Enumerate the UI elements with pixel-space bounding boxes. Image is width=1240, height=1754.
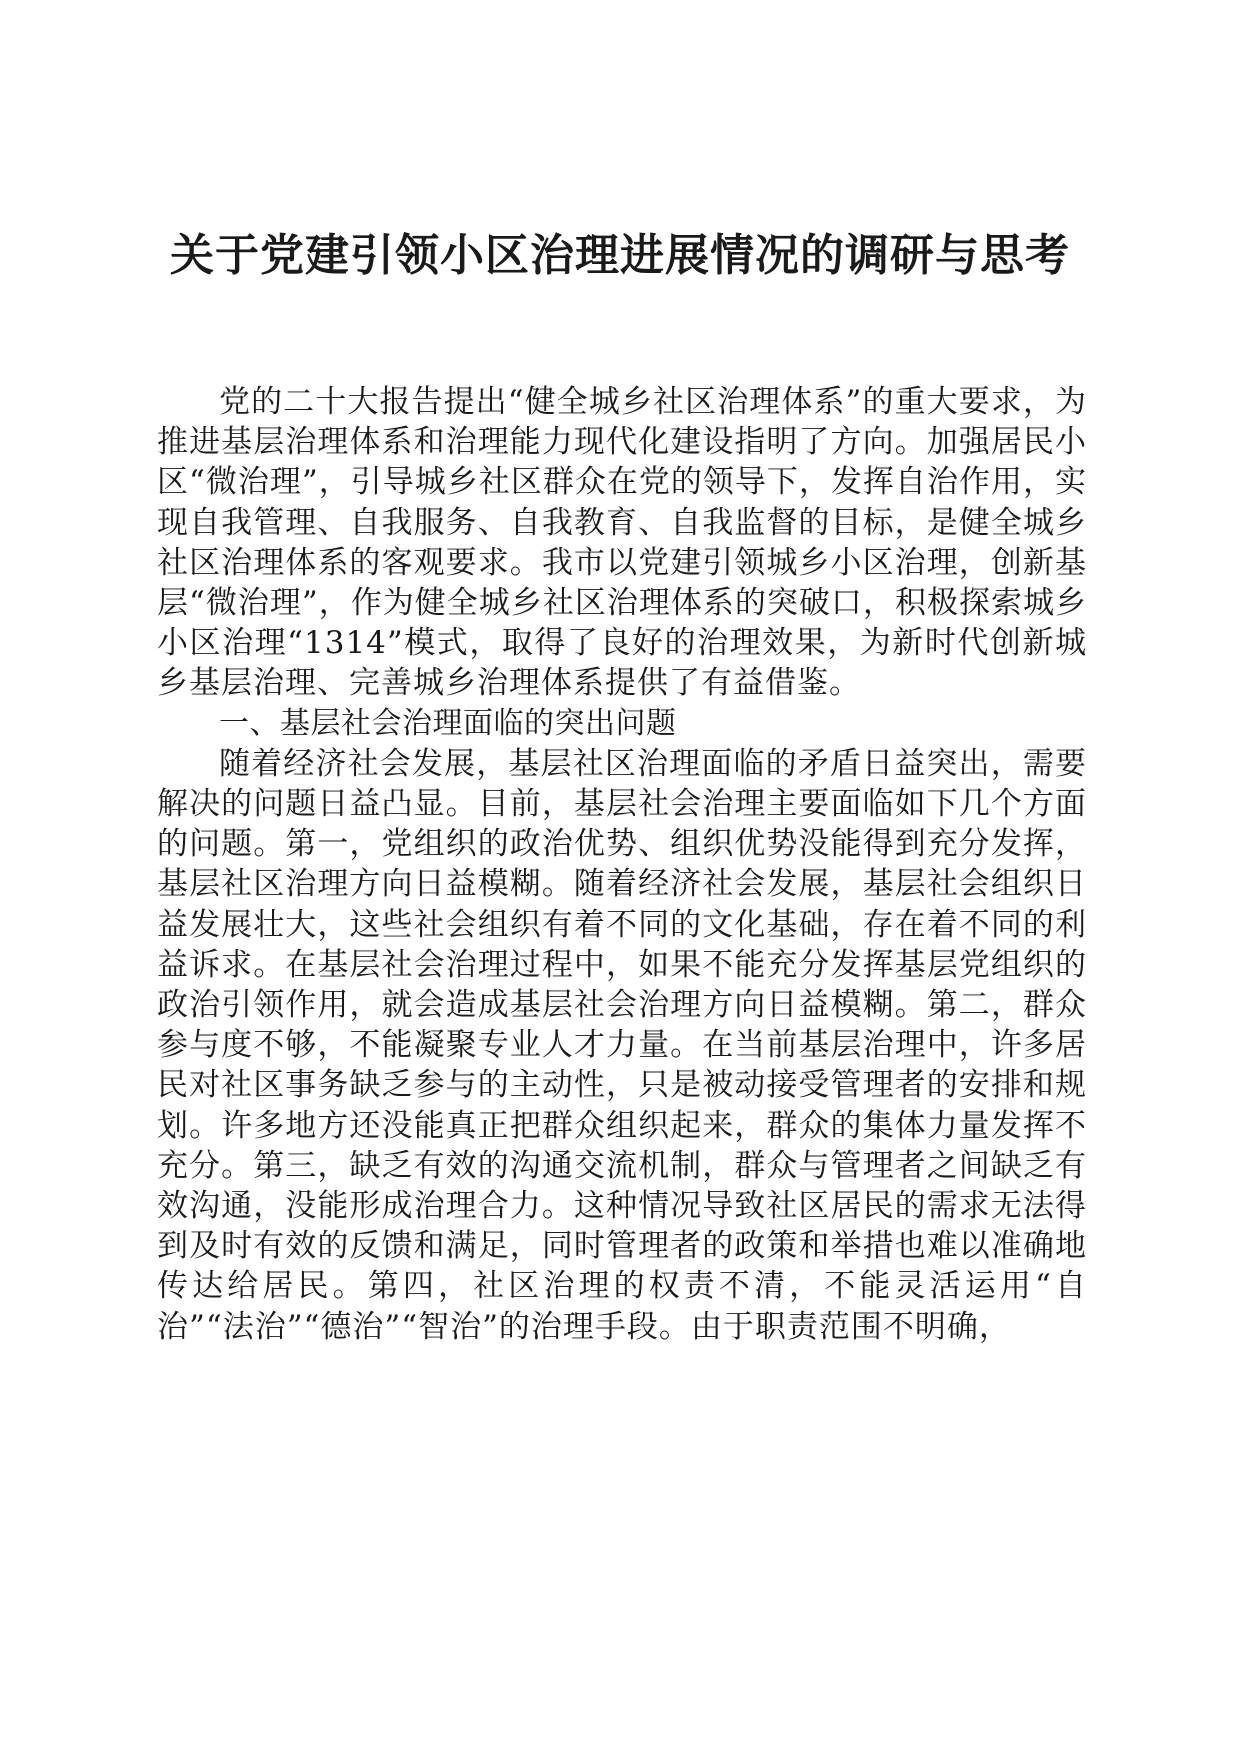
intro-paragraph: 党的二十大报告提出“健全城乡社区治理体系”的重大要求，为推进基层治理体系和治理能力现代化建设指明了方向。加强居民小区“微治理”，引导城乡社区群众在党的领导下，发挥自治作用，实现自我管理、自我服务、自我教育、自我监督的目标，是健全城乡社区治理体系的客观要求。我市以党建引领城乡小区治理，创新基层“微治理”，作为健全城乡社区治理体系的突破口，积极探索城乡小区治理“1314”模式，取得了良好的治理效果，为新时代创新城乡基层治理、完善城乡治理体系提供了有益借鉴。 <box>157 384 1087 702</box>
document-body <box>157 382 1087 1347</box>
document-title: 关于党建引领小区治理进展情况的调研与思考 <box>170 230 1070 281</box>
section-paragraph: 随着经济社会发展，基层社区治理面临的矛盾日益突出，需要解决的问题日益凸显。目前，基层社会治理主要面临如下几个方面的问题。第一，党组织的政治优势、组织优势没能得到充分发挥，基层社区治理方向日益模糊。随着经济社会发展，基层社会组织日益发展壮大，这些社会组织有着不同的文化基础，存在着不同的利益诉求。在基层社会治理过程中，如果不能充分发挥基层党组织的政治引领作用，就会造成基层社会治理方向日益模糊。第二，群众参与度不够，不能凝聚专业人才力量。在当前基层治理中，许多居民对社区事务缺乏参与的主动性，只是被动接受管理者的安排和规划。许多地方还没能真正把群众组织起来，群众的集体力量发挥不充分。第三，缺乏有效的沟通交流机制，群众与管理者之间缺乏有效沟通，没能形成治理合力。这种情况导致社区居民的需求无法得到及时有效的反馈和满足，同时管理者的政策和举措也难以准确地传达给居民。第四，社区治理的权责不清，不能灵活运用“自治”“法治”“德治”“智治”的治理手段。由于职责范围不明确， <box>157 745 1087 1345</box>
section-heading: 一、基层社会治理面临的突出问题 <box>219 705 677 741</box>
